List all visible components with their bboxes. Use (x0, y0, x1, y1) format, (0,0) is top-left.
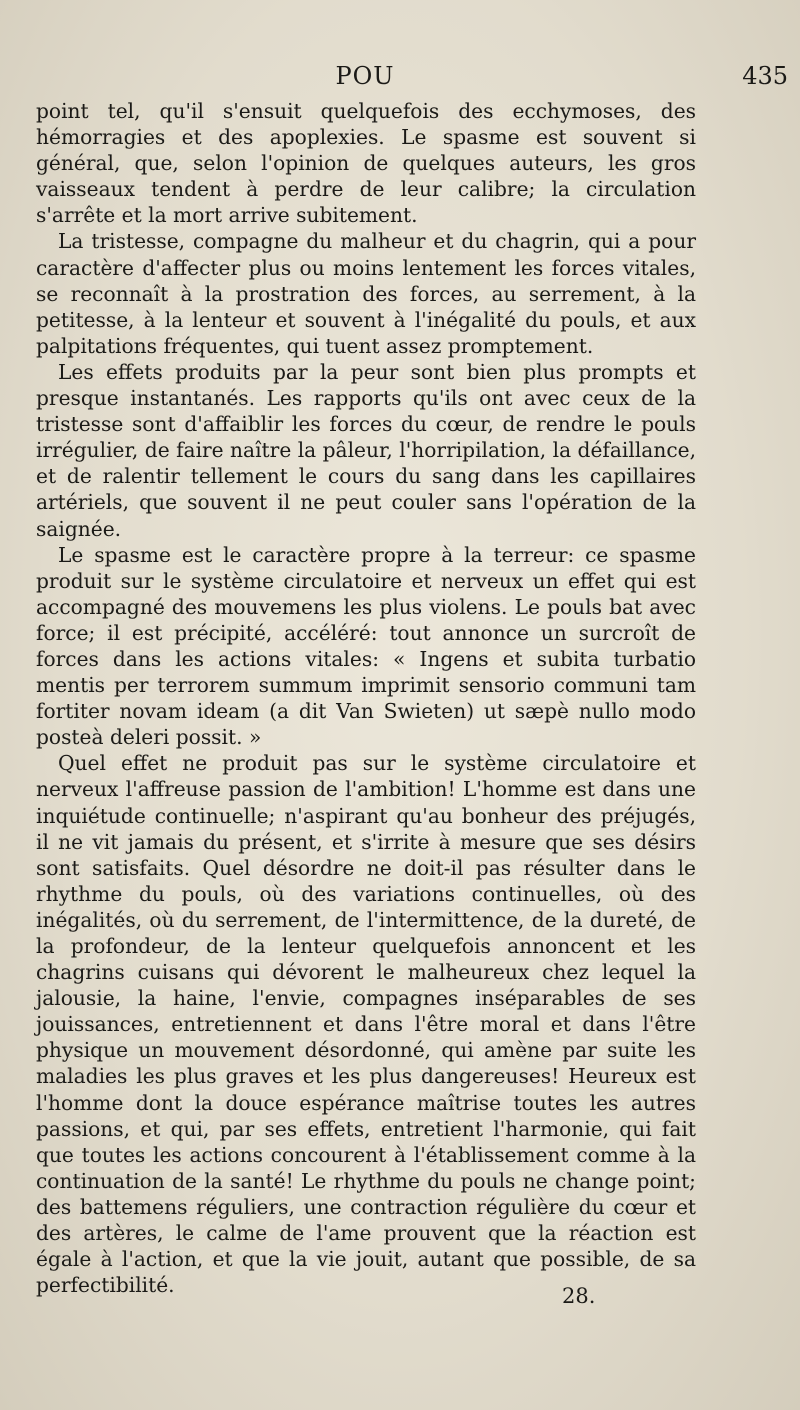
paragraph-1: point tel, qu'il s'ensuit quelquefois des ecchymoses, des hémorragies et des apoplexies. Le spasme est souvent si général, que, selon l'opinion de quelques auteurs, les gros vaisseaux tendent à perdre de leur calibre; la circulation s'arrête et la mort arrive subitement. (36, 99, 696, 228)
paragraph-2: La tristesse, compagne du malheur et du chagrin, qui a pour caractère d'affecter plus ou moins lentement les forces vitales, se reconnaît à la prostration des forces, au serrement, à la petitesse, à la lenteur et souvent à l'inégalité du pouls, et aux palpitations fréquentes, qui tuent assez promptement. (36, 229, 696, 358)
paragraph-4: Le spasme est le caractère propre à la terreur: ce spasme produit sur le système circulatoire et nerveux un effet qui est accompagné des mouvemens les plus violens. Le pouls bat avec force; il est précipité, accéléré: tout annonce un surcroît de forces dans les actions vitales: « Ingens et subita turbatio mentis per terrorem summum imprimit sensorio communi tam fortiter novam ideam (a dit Van Swieten) ut sæpè nullo modo posteà deleri possit. » (36, 542, 696, 750)
paragraph-5: Quel effet ne produit pas sur le système circulatoire et nerveux l'affreuse passion de l'ambition! L'homme est dans une inquiétude continuelle; n'aspirant qu'au bonheur des préjugés, il ne vit jamais du présent, et s'irrite à mesure que ses désirs sont satisfaits. Quel désordre ne doit-il pas résulter dans le rhythme du pouls, où des variations continuelles, où des inégalités, où du serrement, de l'intermittence, de la dureté, de la profondeur, de la lenteur quelquefois annoncent et les chagrins cuisans qui dévorent le malheureux chez lequel la jalousie, la haine, l'envie, compagnes inséparables de ses jouissances, entretiennent et dans l'être moral et dans l'être physique un mouvement désordonné, qui amène par suite les maladies les plus graves et les plus dangereuses! Heureux est l'homme dont la douce espérance maîtrise toutes les autres passions, et qui, par ses effets, entretient l'harmonie, qui fait que toutes les actions concourent à l'établissement comme à la continuation de la santé! Le rhythme du pouls ne change point; des battemens réguliers, une contraction régulière du cœur et des artères, le calme de l'ame prouvent que la réaction est égale à l'action, et que la vie jouit, autant que possible, de sa perfectibilité. (36, 751, 696, 1298)
running-head: POU (335, 62, 395, 90)
page-number: 435 (742, 62, 788, 90)
page-header (34, 62, 788, 102)
signature-mark: 28. (562, 1284, 596, 1308)
paragraph-3: Les effets produits par la peur sont bien plus prompts et presque instantanés. Les rapports qu'ils ont avec ceux de la tristesse sont d'affaiblir les forces du cœur, de rendre le pouls irrégulier, de faire naître la pâleur, l'horripilation, la défaillance, et de ralentir tellement le cours du sang dans les capillaires artériels, que souvent il ne peut couler sans l'opération de la saignée. (36, 359, 696, 541)
body-text (36, 98, 696, 1298)
